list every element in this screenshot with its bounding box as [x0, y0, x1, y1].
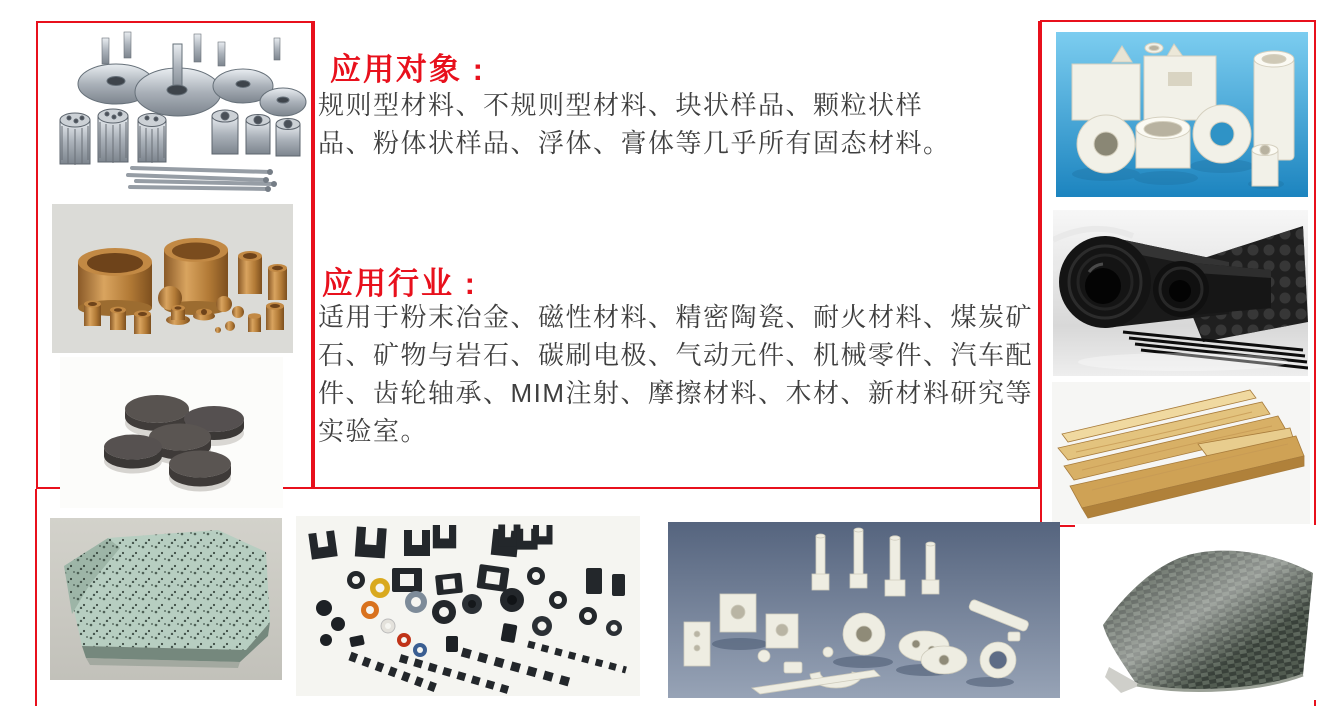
- photo-metal-mold-parts: [46, 28, 308, 196]
- body-line: 规则型材料、不规则型材料、块状样品、颗粒状样: [318, 90, 924, 120]
- photo-ferrite-disc-magnets: [60, 357, 283, 508]
- body-line: 实验室。: [318, 416, 429, 446]
- photo-granite-rock: [50, 518, 282, 680]
- section-industries-body: [318, 298, 1033, 450]
- section-objects-body: [318, 86, 951, 162]
- body-line: 件、齿轮轴承、MIM注射、摩擦材料、木材、新材料研究等: [318, 378, 1034, 408]
- photo-ceramic-components: [668, 522, 1060, 698]
- body-line: 适用于粉末冶金、磁性材料、精密陶瓷、耐火材料、煤炭矿: [318, 302, 1034, 332]
- photo-copper-bushings: [52, 204, 293, 353]
- photo-rubber-rolls: [1053, 210, 1308, 376]
- photo-magnetic-cores: [296, 516, 640, 696]
- photo-white-ceramics: [1056, 32, 1308, 197]
- body-line: 品、粉体状样品、浮体、膏体等几乎所有固态材料。: [318, 128, 951, 158]
- photo-wood-boards: [1052, 382, 1310, 524]
- body-line: 石、矿物与岩石、碳刷电极、气动元件、机械零件、汽车配: [318, 340, 1034, 370]
- section-objects-heading: 应用对象 :: [330, 52, 485, 87]
- bottom-frame-left-border: [35, 489, 37, 706]
- photo-carbon-fiber-sheet: [1075, 525, 1330, 700]
- section-industries-heading: 应用行业 :: [322, 266, 477, 301]
